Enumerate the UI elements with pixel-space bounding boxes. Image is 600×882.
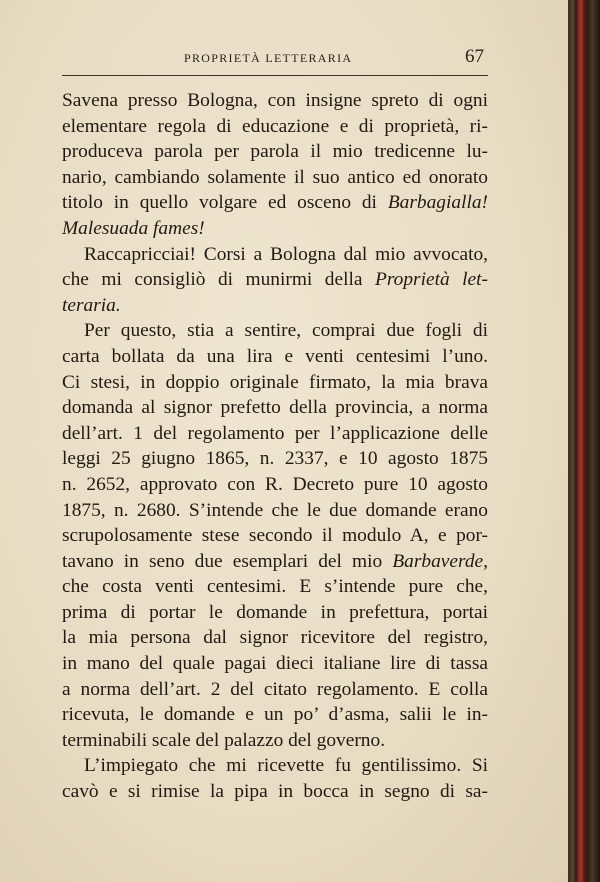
page-number: 67 (465, 46, 484, 67)
text-line (62, 651, 488, 677)
text-line-content: dell’art. 1 del regolamento per l’applicazione delle (62, 422, 488, 444)
italic-text: Proprietà let- (374, 269, 488, 291)
text-line (62, 114, 488, 140)
text-line-content: a norma dell’art. 2 del citato regolamento. E colla (62, 678, 488, 700)
book-spine-edge (568, 0, 600, 882)
text-line-content: nario, cambiando solamente il suo antico ed onorato (62, 166, 488, 188)
text-line (62, 779, 488, 805)
text-line (62, 677, 488, 703)
text-line (62, 523, 488, 549)
text-line-content: Ci stesi, in doppio originale firmato, la mia brava (62, 371, 488, 393)
text-line (62, 165, 488, 191)
page-header (62, 46, 488, 76)
text-line-content: tavano in seno due esemplari del mio (62, 550, 383, 572)
text-line-content: carta bollata da una lira e venti centesimi l’uno. (62, 345, 488, 367)
text-line (62, 344, 488, 370)
text-line (62, 702, 488, 728)
text-line (62, 88, 488, 114)
text-line-content: che mi consigliò di munirmi della (62, 269, 363, 291)
text-line-content: Per questo, stia a sentire, comprai due fogli di (84, 320, 488, 342)
text-line (62, 728, 488, 754)
text-line-content: ricevuta, le domande e un po’ d’asma, salii le in- (62, 704, 488, 726)
text-line (62, 242, 488, 268)
text-line (62, 395, 488, 421)
text-line-content: Savena presso Bologna, con insigne spreto di ogni (62, 90, 488, 111)
text-line-content: 1875, n. 2680. S’intende che le due domande erano (62, 499, 488, 521)
text-line (62, 267, 488, 293)
text-line (62, 498, 488, 524)
text-line (62, 139, 488, 165)
text-line-content: in mano del quale pagai dieci italiane lire di tassa (62, 653, 488, 675)
text-line (62, 370, 488, 396)
running-head: PROPRIETÀ LETTERARIA (184, 51, 353, 65)
text-line-content: domanda al signor prefetto della provincia, a norma (62, 397, 488, 419)
text-line-content: che costa venti centesimi. E s’intende pure che, (62, 576, 488, 598)
italic-text: Barbaverde, (392, 550, 488, 572)
text-line (62, 753, 488, 779)
text-line (62, 472, 488, 498)
text-line (62, 625, 488, 651)
italic-text: Barbagialla! (387, 192, 488, 214)
text-line-content: elementare regola di educazione e di proprietà, ri- (62, 115, 488, 137)
text-line-content: Raccapricciai! Corsi a Bologna dal mio avvocato, (84, 243, 488, 265)
text-line-content: leggi 25 giugno 1865, n. 2337, e 10 agosto 1875 (62, 448, 488, 470)
text-line-content: scrupolosamente stese secondo il modulo A, e por- (62, 525, 488, 547)
text-line-content: L’impiegato che mi ricevette fu gentilissimo. Si (84, 755, 488, 777)
text-line (62, 600, 488, 626)
text-line (62, 446, 488, 472)
text-line (62, 549, 488, 575)
text-line (62, 421, 488, 447)
text-line (62, 293, 488, 319)
text-line-content: prima di portar le domande in prefettura, portai (62, 601, 488, 623)
text-line-content: n. 2652, approvato con R. Decreto pure 10 agosto (62, 473, 488, 495)
text-line (62, 574, 488, 600)
text-line-content: la mia persona dal signor ricevitore del registro, (62, 627, 488, 649)
italic-text: teraria. (62, 294, 121, 316)
text-line-content: titolo in quello volgare ed osceno di (62, 192, 377, 214)
text-line-content: terminabili scale del palazzo del governo. (62, 729, 386, 751)
text-line-content: cavò e si rimise la pipa in bocca in segno di sa- (62, 781, 488, 803)
text-line (62, 216, 488, 242)
body-text (62, 88, 488, 805)
header-rule (62, 75, 488, 76)
text-line (62, 190, 488, 216)
text-line (62, 318, 488, 344)
text-line-content: produceva parola per parola il mio tredicenne lu- (62, 141, 488, 163)
italic-text: Malesuada fames! (62, 217, 205, 239)
